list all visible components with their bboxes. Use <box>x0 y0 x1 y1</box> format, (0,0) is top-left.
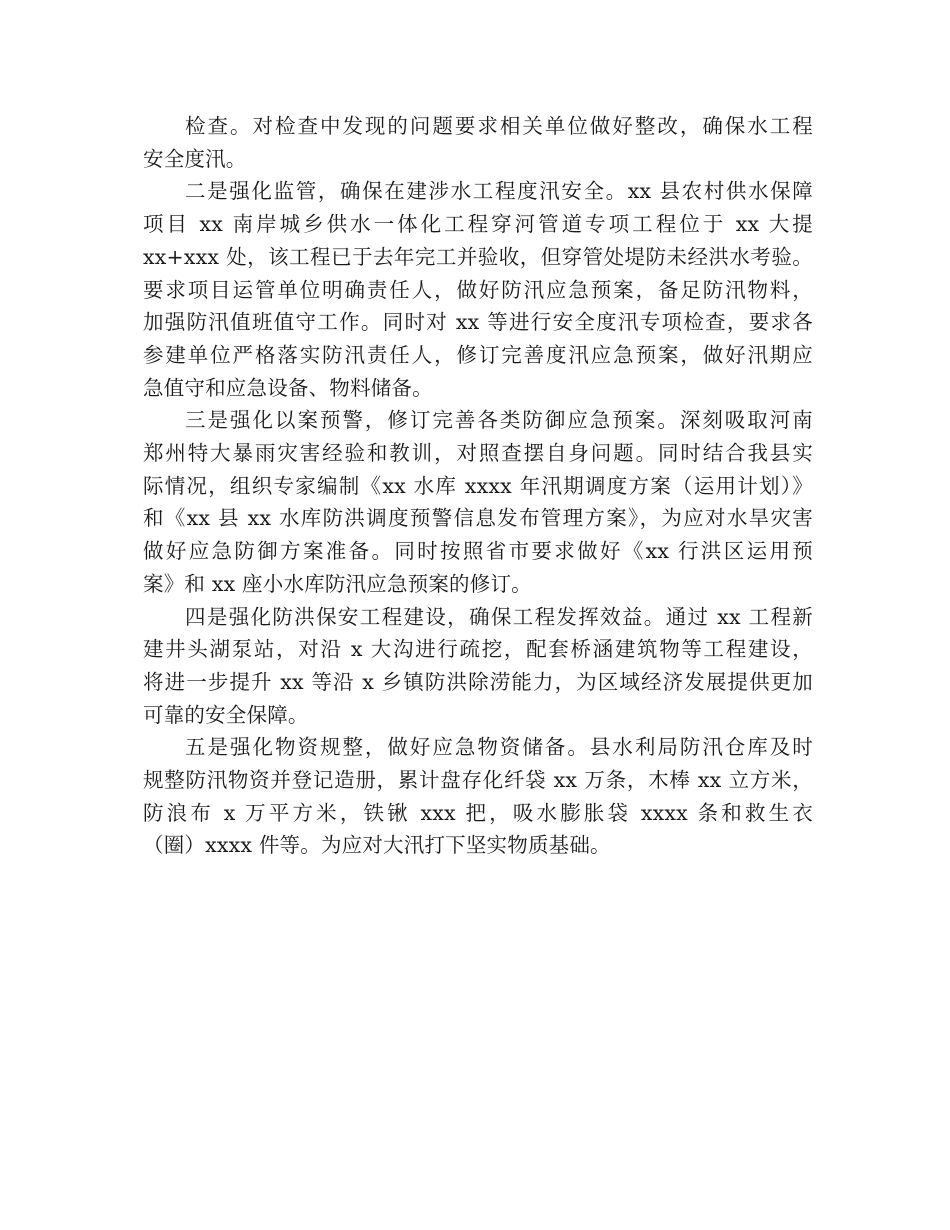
text-line: 二是强化监管，确保在建涉水工程度汛安全。xx 县农村供水保障 <box>185 179 813 204</box>
paragraph-case-warning <box>143 404 813 600</box>
paragraph-inspection <box>143 110 813 175</box>
text-line: 和《xx 县 xx 水库防洪调度预警信息发布管理方案》，为应对水旱灾害 <box>143 506 813 531</box>
text-line: 案》和 xx 座小水库防汛应急预案的修订。 <box>143 571 532 596</box>
text-line: 参建单位严格落实防汛责任人，修订完善度汛应急预案，做好汛期应 <box>143 342 813 367</box>
text-line: 项目 xx 南岸城乡供水一体化工程穿河管道专项工程位于 xx 大提 <box>143 212 813 237</box>
text-line: 急值守和应急设备、物料储备。 <box>143 375 433 400</box>
text-line: 将进一步提升 xx 等沿 x 乡镇防洪除涝能力，为区域经济发展提供更加 <box>143 669 813 694</box>
paragraph-material-reserves <box>143 731 813 862</box>
text-line: 防浪布 x 万平方米，铁锹 xxx 把，吸水膨胀袋 xxxx 条和救生衣 <box>143 800 813 825</box>
text-line: 做好应急防御方案准备。同时按照省市要求做好《xx 行洪区运用预 <box>143 539 813 564</box>
text-line: 建井头湖泵站，对沿 x 大沟进行疏挖，配套桥涵建筑物等工程建设， <box>143 637 813 662</box>
text-line: 检查。对检查中发现的问题要求相关单位做好整改，确保水工程 <box>185 114 813 138</box>
text-line: 五是强化物资规整，做好应急物资储备。县水利局防汛仓库及时 <box>185 735 813 760</box>
text-line: 三是强化以案预警，修订完善各类防御应急预案。深刻吸取河南 <box>185 408 813 433</box>
text-line: 四是强化防洪保安工程建设，确保工程发挥效益。通过 xx 工程新 <box>185 604 813 629</box>
text-line: 安全度汛。 <box>143 146 247 171</box>
text-line: 加强防汛值班值守工作。同时对 xx 等进行安全度汛专项检查，要求各 <box>143 310 813 335</box>
paragraph-strengthen-supervision <box>143 175 813 404</box>
document-body <box>143 110 813 862</box>
text-line: 郑州特大暴雨灾害经验和教训，对照查摆自身问题。同时结合我县实 <box>143 441 813 466</box>
paragraph-flood-control-engineering <box>143 601 813 732</box>
text-line: xx+xxx 处，该工程已于去年完工并验收，但穿管处堤防未经洪水考验。 <box>143 244 813 269</box>
text-line: 要求项目运管单位明确责任人，做好防汛应急预案，备足防汛物料， <box>143 277 813 302</box>
text-line: 规整防汛物资并登记造册，累计盘存化纤袋 xx 万条，木棒 xx 立方米， <box>143 768 813 793</box>
text-line: 际情况，组织专家编制《xx 水库 xxxx 年汛期调度方案（运用计划）》 <box>143 473 813 498</box>
text-line: （圈）xxxx 件等。为应对大汛打下坚实物质基础。 <box>143 833 611 858</box>
text-line: 可靠的安全保障。 <box>143 702 309 727</box>
